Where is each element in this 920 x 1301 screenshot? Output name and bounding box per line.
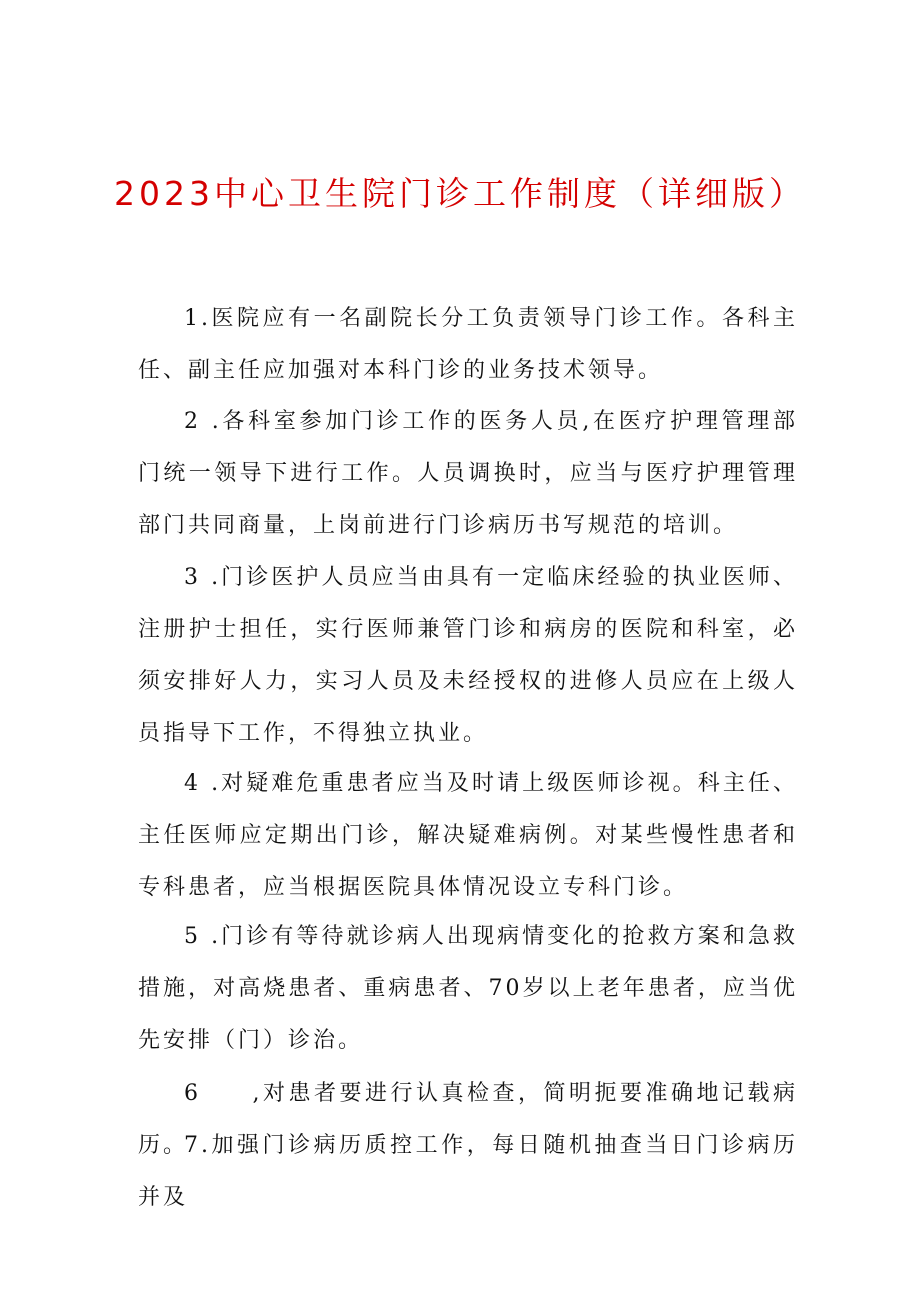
paragraph-6: 6 ,对患者要进行认真检查，简明扼要准确地记载病历。 (138, 1081, 798, 1158)
paragraph-4: 4 .对疑难危重患者应当及时请上级医师诊视。科主任、主任医师应定期出门诊，解决疑难病例。对某些慢性患者和专科患者，应当根据医院具体情况设立专科门诊。 (138, 771, 798, 900)
paragraph-7: 7.加强门诊病历质控工作，每日随机抽查当日门诊病历并及 (138, 1133, 798, 1210)
paragraph-2: 2 .各科室参加门诊工作的医务人员,在医疗护理管理部门统一领导下进行工作。人员调换时，应当与医疗护理管理部门共同商量，上岗前进行门诊病历书写规范的培训。 (138, 409, 798, 538)
paragraph-1: 1.医院应有一名副院长分工负责领导门诊工作。各科主任、副主任应加强对本科门诊的业务技术领导。 (138, 306, 798, 383)
document-title: 2023中心卫生院门诊工作制度（详细版） (114, 174, 806, 213)
paragraph-5: 5 .门诊有等待就诊病人出现病情变化的抢救方案和急救措施，对高烧患者、重病患者、70岁以上老年患者，应当优先安排（门）诊治。 (138, 924, 798, 1053)
paragraph-3: 3 .门诊医护人员应当由具有一定临床经验的执业医师、注册护士担任，实行医师兼管门诊和病房的医院和科室，必须安排好人力，实习人员及未经授权的进修人员应在上级人员指导下工作，不得独立执业。 (138, 565, 798, 746)
